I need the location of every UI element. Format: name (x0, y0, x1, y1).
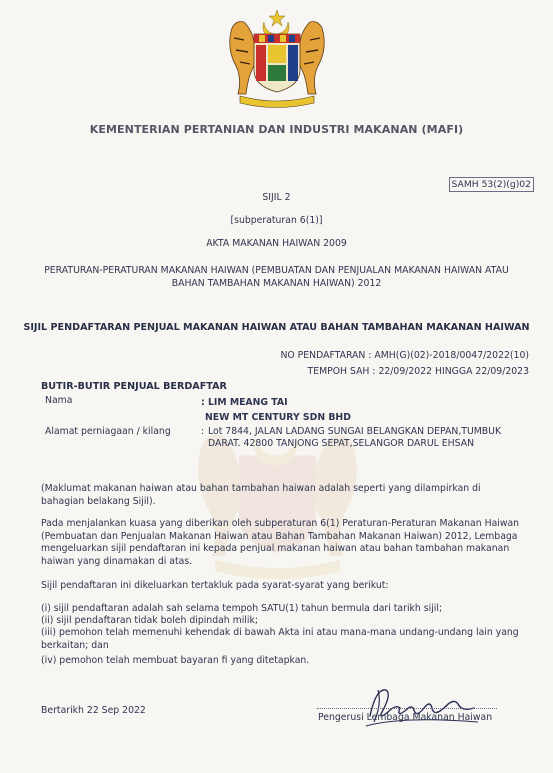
registration-number: NO PENDAFTARAN : AMH(G)(02)-2018/0047/2022(10) (280, 350, 529, 361)
subregulation: [subperaturan 6(1)] (230, 215, 323, 226)
paragraph-attachment-note: (Maklumat makanan haiwan atau bahan tambahan haiwan adalah seperti yang dilampirkan di bahagian belakang Sijil). (41, 483, 481, 507)
certificate-number: SIJIL 2 (262, 192, 291, 203)
act-title: AKTA MAKANAN HAIWAN 2009 (206, 238, 347, 249)
condition-item: (iii) pemohon telah memenuhi kehendak di bawah Akta ini atau mana-mana undang-undang lain yang berkaitan; dan (41, 627, 519, 651)
form-code-box: SAMH 53(2)(g)02 (449, 177, 534, 192)
name-label: Nama (45, 395, 73, 406)
address-value: Lot 7844, JALAN LADANG SUNGAI BELANGKAN DEPAN,TUMBUK DARAT. 42800 TANJONG SEPAT,SELANGOR DARUL EHSAN (208, 426, 502, 449)
issue-date: Bertarikh 22 Sep 2022 (41, 705, 146, 716)
certificate-title: SIJIL PENDAFTARAN PENJUAL MAKANAN HAIWAN ATAU BAHAN TAMBAHAN MAKANAN HAIWAN (23, 322, 530, 333)
coat-of-arms-logo (222, 8, 332, 110)
address-label: Alamat perniagaan / kilang (45, 426, 171, 437)
address-colon: : (201, 426, 205, 437)
paragraph-conditions-intro: Sijil pendaftaran ini dikeluarkan tertakluk pada syarat-syarat yang berikut: (41, 580, 389, 591)
regulations-title: PERATURAN-PERATURAN MAKANAN HAIWAN (PEMBUATAN DAN PENJUALAN MAKANAN HAIWAN ATAU BAHAN TAMBAHAN MAKANAN HAIWAN) 2012 (44, 265, 509, 289)
company-name: NEW MT CENTURY SDN BHD (205, 412, 351, 423)
condition-item: (ii) sijil pendaftaran tidak boleh dipindah milik; (41, 615, 258, 626)
validity-period: TEMPOH SAH : 22/09/2022 HINGGA 22/09/2023 (307, 366, 529, 377)
signature (362, 682, 482, 732)
condition-item: (iv) pemohon telah membuat bayaran fi yang ditetapkan. (41, 655, 310, 666)
condition-item: (i) sijil pendaftaran adalah sah selama tempoh SATU(1) tahun bermula dari tarikh sijil; (41, 603, 443, 614)
signature-line (317, 708, 497, 709)
name-value: : LIM MEANG TAI (201, 397, 288, 408)
ministry-name: KEMENTERIAN PERTANIAN DAN INDUSTRI MAKANAN (MAFI) (89, 123, 464, 136)
signatory-title: Pengerusi Lembaga Makanan Haiwan (318, 712, 493, 723)
paragraph-authority: Pada menjalankan kuasa yang diberikan oleh subperaturan 6(1) Peraturan-Peraturan Makanan Haiwan (Pembuatan dan Penjualan Makanan Haiwan atau Bahan Tambahan Makanan Haiwan) 2012, Lembaga mengeluarkan sijil pendaftaran ini kepada penjual makanan haiwan atau bahan tambahan makanan haiwan yang dinamakan di atas. (41, 518, 520, 567)
seller-section-title: BUTIR-BUTIR PENJUAL BERDAFTAR (41, 381, 227, 392)
